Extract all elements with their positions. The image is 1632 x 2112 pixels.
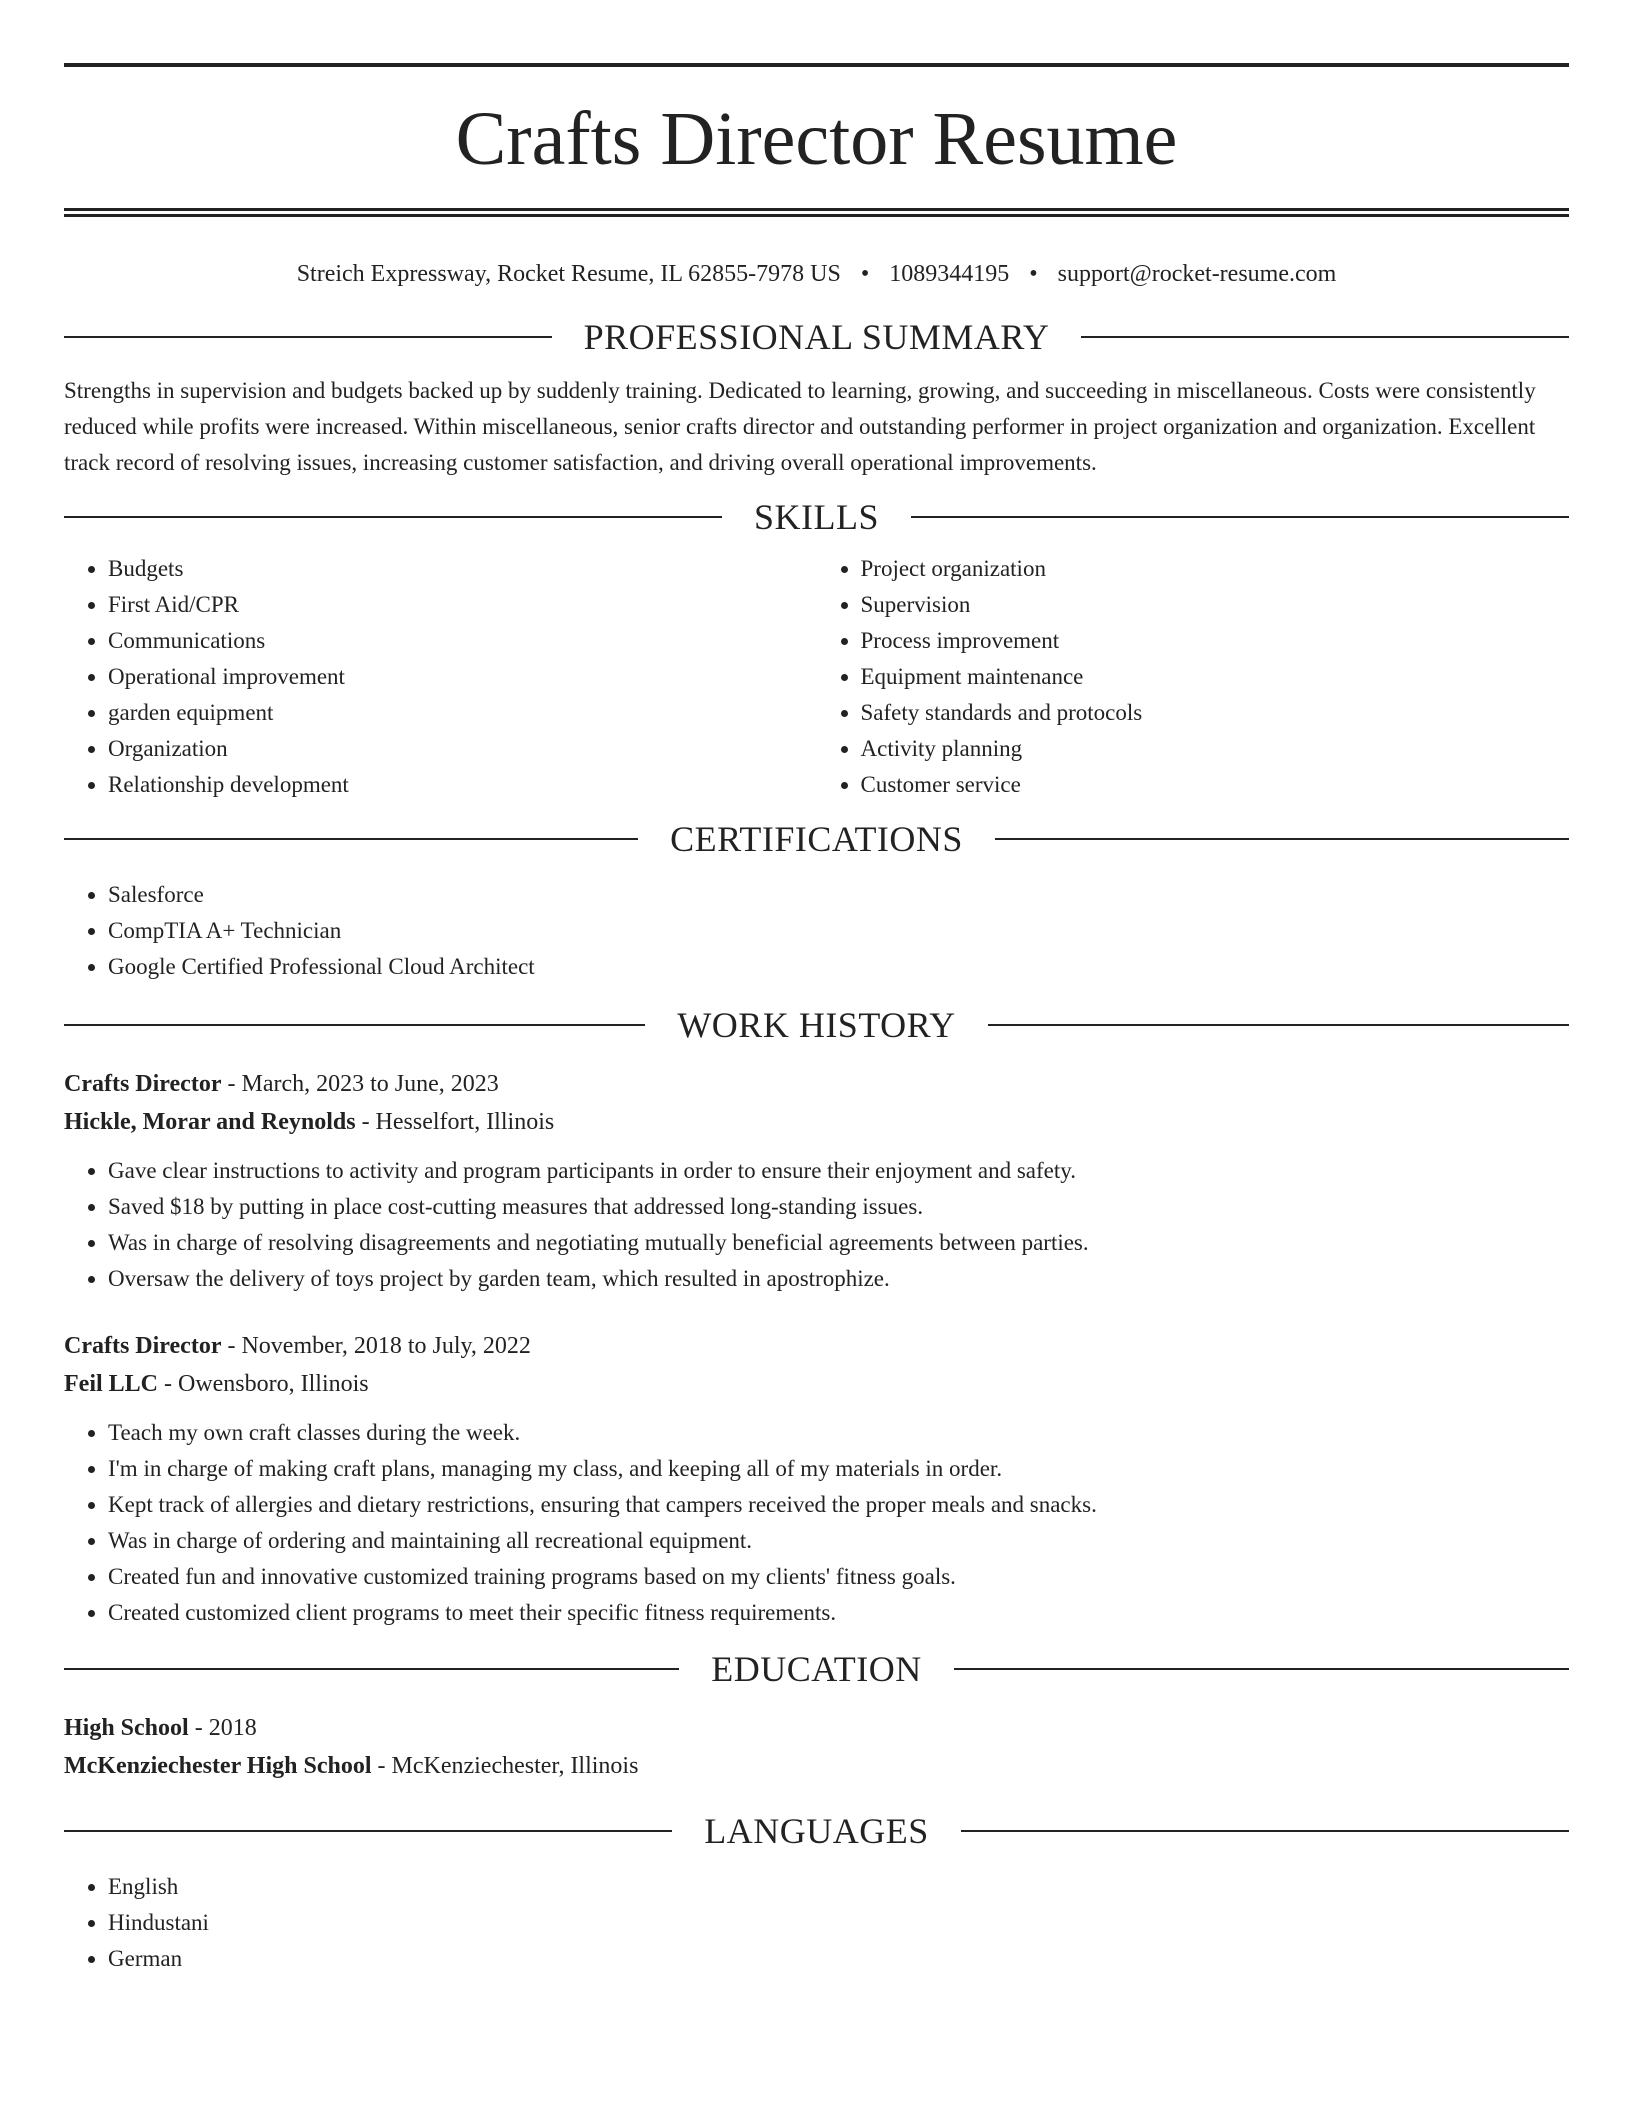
job-bullets [64, 1415, 1569, 1631]
job-bullets [64, 1153, 1569, 1297]
divider [64, 1024, 645, 1026]
skill-item: • Process improvement [861, 623, 1570, 659]
job-bullet: • Gave clear instructions to activity and program participants in order to ensure their enjoyment and safety. [108, 1153, 1569, 1189]
job-bullet: • Kept track of allergies and dietary restrictions, ensuring that campers received the proper meals and snacks. [108, 1487, 1569, 1523]
section-header-work [64, 1001, 1569, 1049]
divider [1081, 336, 1569, 338]
skill-item: • Activity planning [861, 731, 1570, 767]
skill-item: • Budgets [108, 551, 817, 587]
section-header-languages [64, 1807, 1569, 1855]
job-dates: - November, 2018 to July, 2022 [221, 1333, 531, 1359]
job-bullet: • Created customized client programs to meet their specific fitness requirements. [108, 1595, 1569, 1631]
skills-columns [64, 541, 1569, 803]
job-title: Crafts Director [64, 1333, 222, 1359]
section-header-summary [64, 313, 1569, 361]
education-school: McKenziechester High School [64, 1753, 372, 1779]
job-title-line [64, 1065, 1569, 1103]
job-location: - Owensboro, Illinois [158, 1371, 369, 1397]
skill-item: • Customer service [861, 767, 1570, 803]
job-dates: - March, 2023 to June, 2023 [221, 1071, 499, 1097]
contact-address: Streich Expressway, Rocket Resume, IL 62855-7978 US [296, 261, 841, 287]
section-header-skills [64, 493, 1569, 541]
certification-item: • Google Certified Professional Cloud Architect [108, 949, 1569, 985]
skill-item: • Organization [108, 731, 817, 767]
job-bullet: • Oversaw the delivery of toys project by garden team, which resulted in apostrophize. [108, 1261, 1569, 1297]
education-entry [64, 1709, 1569, 1785]
certification-item: • Salesforce [108, 877, 1569, 913]
divider [64, 516, 722, 518]
education-school-line [64, 1747, 1569, 1785]
contact-line [64, 257, 1569, 291]
divider [954, 1668, 1569, 1670]
skill-item: • Communications [108, 623, 817, 659]
skill-item: • Equipment maintenance [861, 659, 1570, 695]
skill-item: • Project organization [861, 551, 1570, 587]
education-year: - 2018 [188, 1715, 257, 1741]
contact-email[interactable]: support@rocket-resume.com [1057, 261, 1337, 287]
title-block [64, 63, 1569, 205]
certifications-list [64, 877, 1569, 985]
divider [995, 838, 1569, 840]
job-bullet: • Was in charge of resolving disagreements and negotiating mutually beneficial agreements between parties. [108, 1225, 1569, 1261]
skill-item: • Safety standards and protocols [861, 695, 1570, 731]
resume-page [64, 0, 1569, 1977]
job-bullet: • Saved $18 by putting in place cost-cutting measures that addressed long-standing issues. [108, 1189, 1569, 1225]
divider [911, 516, 1569, 518]
job-bullet: • Was in charge of ordering and maintaining all recreational equipment. [108, 1523, 1569, 1559]
contact-phone: 1089344195 [889, 261, 1010, 287]
education-degree-line [64, 1709, 1569, 1747]
section-title-languages: LANGUAGES [704, 1811, 929, 1851]
education-degree: High School [64, 1715, 189, 1741]
resume-title: Crafts Director Resume [455, 97, 1178, 181]
divider [64, 1668, 679, 1670]
job-title: Crafts Director [64, 1071, 222, 1097]
language-item: • Hindustani [108, 1905, 1569, 1941]
skill-item: • Relationship development [108, 767, 817, 803]
job-bullet: • Teach my own craft classes during the week. [108, 1415, 1569, 1451]
section-title-education: EDUCATION [711, 1649, 922, 1689]
job-entry [64, 1065, 1569, 1297]
language-item: • German [108, 1941, 1569, 1977]
job-title-line [64, 1327, 1569, 1365]
languages-list [64, 1869, 1569, 1977]
divider [961, 1830, 1569, 1832]
job-company: Hickle, Morar and Reynolds [64, 1109, 356, 1135]
divider [64, 1830, 672, 1832]
work-history-list [64, 1065, 1569, 1631]
skill-item: • Operational improvement [108, 659, 817, 695]
job-bullet: • I'm in charge of making craft plans, managing my class, and keeping all of my materials in order. [108, 1451, 1569, 1487]
section-title-certifications: CERTIFICATIONS [670, 819, 963, 859]
section-title-work: WORK HISTORY [677, 1005, 956, 1045]
section-header-education [64, 1645, 1569, 1693]
certification-item: • CompTIA A+ Technician [108, 913, 1569, 949]
job-company-line [64, 1103, 1569, 1141]
divider [988, 1024, 1569, 1026]
section-header-certifications [64, 815, 1569, 863]
skill-item: • Supervision [861, 587, 1570, 623]
contact-separator: • [860, 261, 870, 287]
education-location: - McKenziechester, Illinois [371, 1753, 639, 1779]
summary-text: Strengths in supervision and budgets backed up by suddenly training. Dedicated to learning, growing, and succeeding in miscellaneous. Costs were consistently reduced while profits were increased. Within miscellaneous, senior crafts director and outstanding performer in project organization and organization. Excellent track record of resolving issues, increasing customer satisfaction, and driving overall operational improvements. [64, 378, 1536, 475]
job-company-line [64, 1365, 1569, 1403]
skills-list-right [817, 551, 1570, 803]
skill-item: • First Aid/CPR [108, 587, 817, 623]
job-company: Feil LLC [64, 1371, 158, 1397]
divider [64, 336, 552, 338]
language-item: • English [108, 1869, 1569, 1905]
job-entry [64, 1327, 1569, 1631]
divider [64, 838, 638, 840]
skill-item: • garden equipment [108, 695, 817, 731]
job-bullet: • Created fun and innovative customized training programs based on my clients' fitness goals. [108, 1559, 1569, 1595]
contact-separator: • [1029, 261, 1038, 287]
job-location: - Hesselfort, Illinois [355, 1109, 555, 1135]
skills-list-left [64, 551, 817, 803]
section-title-summary: PROFESSIONAL SUMMARY [583, 317, 1050, 357]
section-title-skills: SKILLS [754, 497, 880, 537]
